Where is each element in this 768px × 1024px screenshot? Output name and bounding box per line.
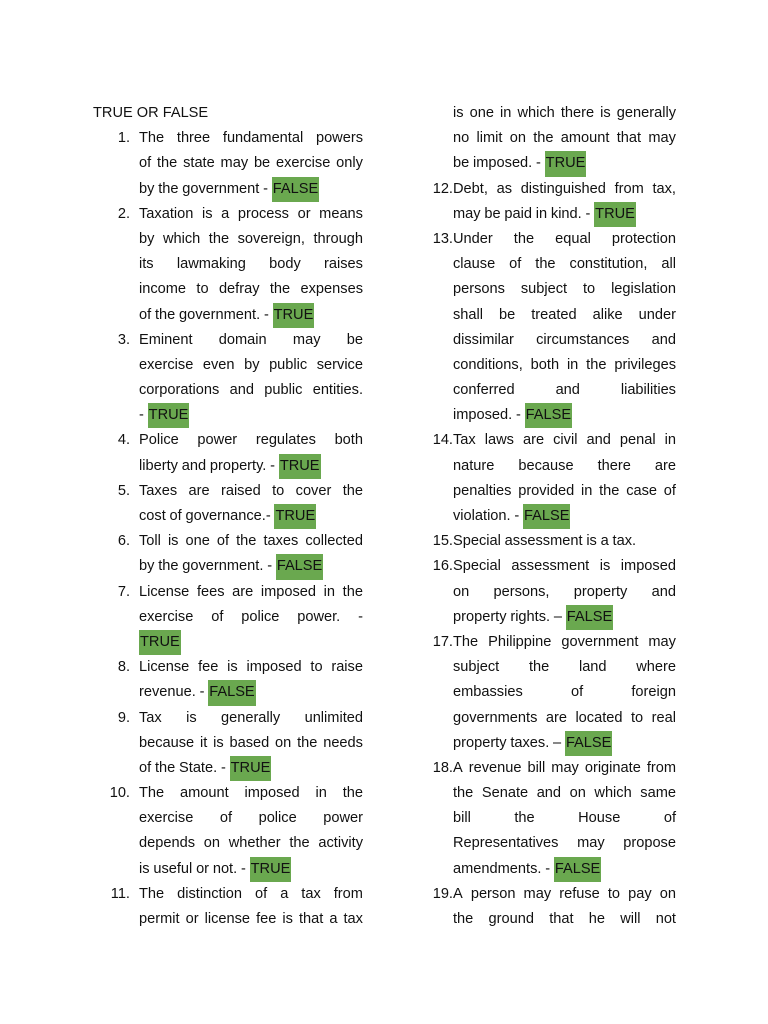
- item-number: 7.: [117, 583, 130, 600]
- text-line: [93, 857, 363, 882]
- text-line: [424, 882, 676, 907]
- text-line: [424, 756, 676, 781]
- item-number: 4.: [117, 432, 130, 449]
- text-line: [93, 680, 363, 705]
- item-text: by the government - FALSE: [139, 177, 363, 202]
- text-line: [424, 580, 676, 605]
- item-text: Taxation is a process or means: [139, 205, 363, 222]
- text-line: [93, 378, 363, 403]
- item-text: [139, 630, 363, 655]
- item-text: permit or license fee is that a tax: [139, 911, 363, 927]
- text-line: [424, 504, 676, 529]
- item-text: its lawmaking body raises: [139, 256, 363, 273]
- text-line: [93, 303, 363, 328]
- text-line: [424, 630, 676, 655]
- item-text: nature because there are: [453, 457, 676, 474]
- text-line: [424, 479, 676, 504]
- item-text: - TRUE: [139, 403, 363, 428]
- item-text: Tax is generally unlimited: [139, 709, 363, 726]
- item-text: Special assessment is a tax.: [453, 533, 637, 550]
- item-text: Under the equal protection: [453, 230, 676, 247]
- item-number: 8.: [117, 659, 130, 676]
- item-text: A person may refuse to pay on: [453, 885, 676, 902]
- text-line: [93, 529, 363, 554]
- text-line: [424, 126, 676, 151]
- item-text: of the government. - TRUE: [139, 303, 363, 328]
- text-line: [424, 831, 676, 856]
- text-line: [93, 831, 363, 856]
- text-line: [424, 529, 676, 554]
- text-line: [424, 781, 676, 806]
- item-text: property rights. – FALSE: [453, 605, 676, 630]
- answer-highlight: TRUE: [250, 857, 292, 882]
- item-text: Eminent domain may be: [139, 331, 363, 348]
- text-line: [424, 227, 676, 252]
- item-text: amendments. - FALSE: [453, 857, 676, 882]
- text-line: [93, 177, 363, 202]
- text-line: [424, 151, 676, 176]
- item-number: 9.: [117, 709, 130, 726]
- text-line: [424, 655, 676, 680]
- text-line: [424, 303, 676, 328]
- answer-highlight: TRUE: [594, 202, 636, 227]
- text-line: [93, 580, 363, 605]
- answer-highlight: FALSE: [276, 554, 323, 579]
- text-line: [424, 101, 676, 126]
- text-line: [93, 202, 363, 227]
- item-text: of the state may be exercise only: [139, 155, 363, 172]
- item-text: property taxes. – FALSE: [453, 731, 676, 756]
- item-text: cost of governance.- TRUE: [139, 504, 363, 529]
- item-text: because it is based on the needs: [139, 734, 363, 751]
- text-line: [93, 655, 363, 680]
- text-line: [93, 151, 363, 176]
- item-number: 3.: [117, 331, 130, 348]
- text-line: [424, 806, 676, 831]
- answer-highlight: FALSE: [554, 857, 601, 882]
- item-text: conditions, both in the privileges: [453, 356, 676, 373]
- item-text: by the government. - FALSE: [139, 554, 363, 579]
- item-number: 13.: [432, 230, 453, 247]
- item-number: 18.: [432, 759, 453, 776]
- text-line: [424, 731, 676, 756]
- item-text: revenue. - FALSE: [139, 680, 363, 705]
- text-line: [93, 554, 363, 579]
- item-text: Taxes are raised to cover the: [139, 482, 363, 499]
- item-text: The distinction of a tax from: [139, 885, 363, 902]
- text-line: [93, 806, 363, 831]
- text-line: [93, 781, 363, 806]
- item-text: governments are located to real: [453, 709, 676, 726]
- answer-highlight: TRUE: [545, 151, 587, 176]
- text-line: [424, 353, 676, 378]
- item-text: bill the House of: [453, 810, 676, 827]
- answer-highlight: FALSE: [208, 680, 255, 705]
- item-text: License fees are imposed in the: [139, 583, 363, 600]
- text-line: [93, 454, 363, 479]
- item-number: 10.: [109, 785, 130, 802]
- item-text: Special assessment is imposed: [453, 558, 676, 575]
- item-text: of the State. - TRUE: [139, 756, 363, 781]
- item-number: 6.: [117, 533, 130, 550]
- item-text: subject the land where: [453, 659, 676, 676]
- answer-highlight: TRUE: [139, 630, 181, 655]
- text-line: [424, 202, 676, 227]
- item-number: 14.: [432, 432, 453, 449]
- text-line: [93, 504, 363, 529]
- text-line: [93, 277, 363, 302]
- text-line: [424, 428, 676, 453]
- text-line: [424, 252, 676, 277]
- text-line: [424, 680, 676, 705]
- text-line: [424, 605, 676, 630]
- text-line: [424, 403, 676, 428]
- item-text: The amount imposed in the: [139, 785, 363, 802]
- answer-highlight: FALSE: [525, 403, 572, 428]
- item-text: exercise even by public service: [139, 356, 363, 373]
- item-text: the Senate and on which same: [453, 785, 676, 802]
- answer-highlight: TRUE: [274, 504, 316, 529]
- text-line: [424, 857, 676, 882]
- item-text: depends on whether the activity: [139, 835, 363, 852]
- item-text: License fee is imposed to raise: [139, 659, 363, 676]
- item-number: 16.: [432, 558, 453, 575]
- item-number: 17.: [432, 633, 453, 650]
- item-text: The Philippine government may: [453, 633, 676, 650]
- text-line: [424, 706, 676, 731]
- text-line: [93, 252, 363, 277]
- item-text: dissimilar circumstances and: [453, 331, 676, 348]
- answer-highlight: FALSE: [272, 177, 319, 202]
- text-line: [93, 731, 363, 756]
- text-line: [93, 630, 363, 655]
- document-title: TRUE OR FALSE: [93, 105, 209, 121]
- text-line: [93, 907, 363, 932]
- item-number: 19.: [432, 885, 453, 902]
- text-line: [93, 328, 363, 353]
- item-text: the ground that he will not: [453, 911, 676, 927]
- item-text: exercise of police power. -: [139, 608, 363, 625]
- item-text: Toll is one of the taxes collected: [139, 533, 363, 550]
- item-number: 12.: [432, 180, 453, 197]
- answer-highlight: TRUE: [279, 454, 321, 479]
- item-text: A revenue bill may originate from: [453, 759, 676, 776]
- item-text: clause of the constitution, all: [453, 256, 676, 273]
- item-text: shall be treated alike under: [453, 306, 676, 323]
- item-text: is one in which there is generally: [453, 105, 676, 121]
- left-column: [93, 101, 363, 932]
- answer-highlight: TRUE: [230, 756, 272, 781]
- text-line: [93, 428, 363, 453]
- item-text: conferred and liabilities: [453, 382, 676, 399]
- text-line: [93, 706, 363, 731]
- answer-highlight: TRUE: [273, 303, 315, 328]
- item-text: violation. - FALSE: [453, 504, 676, 529]
- text-line: [424, 554, 676, 579]
- item-text: be imposed. - TRUE: [453, 151, 676, 176]
- item-text: exercise of police power: [139, 810, 363, 827]
- right-column: [424, 101, 676, 932]
- text-line: [93, 756, 363, 781]
- item-text: income to defray the expenses: [139, 281, 363, 298]
- item-text: penalties provided in the case of: [453, 482, 676, 499]
- item-text: corporations and public entities.: [139, 382, 363, 399]
- item-text: imposed. - FALSE: [453, 403, 676, 428]
- text-line: [93, 353, 363, 378]
- text-line: [93, 479, 363, 504]
- text-line: [93, 126, 363, 151]
- text-line: [424, 454, 676, 479]
- item-text: by which the sovereign, through: [139, 230, 363, 247]
- text-line: [93, 882, 363, 907]
- item-text: persons subject to legislation: [453, 281, 676, 298]
- item-text: Tax laws are civil and penal in: [453, 432, 676, 449]
- item-text: Debt, as distinguished from tax,: [453, 180, 676, 197]
- text-line: [93, 227, 363, 252]
- text-line: [424, 907, 676, 932]
- item-number: 5.: [117, 482, 130, 499]
- item-number: 11.: [110, 885, 130, 902]
- item-text: The three fundamental powers: [139, 130, 363, 147]
- text-line: [424, 378, 676, 403]
- text-line: [424, 177, 676, 202]
- item-text: on persons, property and: [453, 583, 676, 600]
- item-text: Representatives may propose: [453, 835, 676, 852]
- item-number: 2.: [117, 205, 130, 222]
- answer-highlight: FALSE: [523, 504, 570, 529]
- text-line: [93, 605, 363, 630]
- text-line: [424, 328, 676, 353]
- answer-highlight: FALSE: [566, 605, 613, 630]
- item-text: embassies of foreign: [453, 684, 676, 701]
- item-text: liberty and property. - TRUE: [139, 454, 363, 479]
- answer-highlight: TRUE: [148, 403, 190, 428]
- item-number: 15.: [432, 533, 453, 550]
- text-line: [93, 403, 363, 428]
- item-number: 1.: [117, 130, 130, 147]
- item-text: Police power regulates both: [139, 432, 363, 449]
- item-text: is useful or not. - TRUE: [139, 857, 363, 882]
- text-line: [424, 277, 676, 302]
- answer-highlight: FALSE: [565, 731, 612, 756]
- item-text: no limit on the amount that may: [453, 130, 676, 147]
- item-text: may be paid in kind. - TRUE: [453, 202, 676, 227]
